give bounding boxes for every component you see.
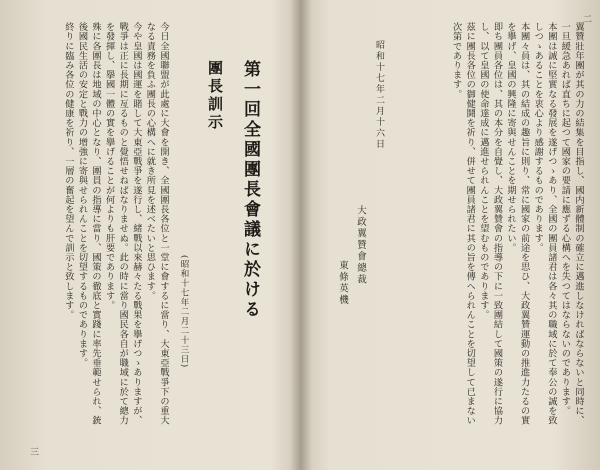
left-page-number: 三 [30,448,40,458]
left-paragraph-1: 今日全國聯盟が此處に大會を開き、全國團長各位と一堂に會するに當り、大東亞戰爭下の重大なる責務を負ふ團長の心構へに就き所見を述べたいと思ひます。 [144,22,169,426]
right-paragraph-2: 本團は誠に堅實なる發展を遂げつゝあり、全國の團員諸君は各々其の職域に於て奉公の誠を致しつゝあることを衷心より感謝するものであります。 [532,22,557,426]
right-paragraph-3: 本團々員は、其の結成の趣旨に則り、常に國家の前途を思ひ、大政翼贊運動の推進力たるの實を擧げ、皇國の興隆に寄與せんことを期せられたい。 [505,22,530,426]
right-page-number: 二 [583,15,593,25]
signature-organization: 大政翼贊會總裁 [355,205,366,286]
left-paragraph-3: 殊に各團長は地域の中心となり、團員の指導に當り、國策の徹底と實踐に率先垂範せられ、銃後國民生活の安定と戰力の增強に寄與せられんことを切望するものであります。 [76,22,102,426]
left-body-text [10,22,170,432]
right-page [305,0,600,470]
right-paragraph-5: 茲に團長各位の御健鬪を祈り、併せて團員諸君に其の旨を傳へられんことを切望して已まない次第であります。 [450,22,476,426]
right-paragraph-4: 即ち團員各位は、其の本分を自覺し、大政翼贊會の指導の下に一致團結して國策の遂行に協力し、以て皇國の使命達成に邁進せられんことを望むものであります。 [477,22,503,426]
signature-name: 東條英機 [337,260,348,306]
right-paragraph-1: 翼贊壯年團が其の力の結集を目指し、國内新體制の確立に邁進しなければならないと同時に、一旦緩急あれば直ちに起つて國家の要請に應ずる心構へを失つてはならないのであります。 [559,22,584,426]
left-paragraph-2: 今や皇國は國運を賭して大東亞戰爭を遂行し、緒戰以來赫々たる戰果を擧げつゝありますが、戰爭は正に長期に亙るものと覺悟せねばなりませぬ。此の時に當り國民各自が職域に於て總力を發揮し、擧國一體の實を擧げることが何よりも肝要であります。 [103,22,142,426]
left-page [0,0,295,470]
document-date: 昭和十七年二月十六日 [374,40,384,150]
left-paragraph-4: 終りに臨み各位の健康を祈り、一層の奮起を望んで訓示と致します。 [62,22,74,320]
speech-heading: 第一回全國團長會議に於ける [240,60,260,320]
right-body-text [390,22,585,432]
speech-date-note: (昭和十七年二月二十三日) [179,255,189,369]
speech-subheading: 團長訓示 [206,60,224,132]
